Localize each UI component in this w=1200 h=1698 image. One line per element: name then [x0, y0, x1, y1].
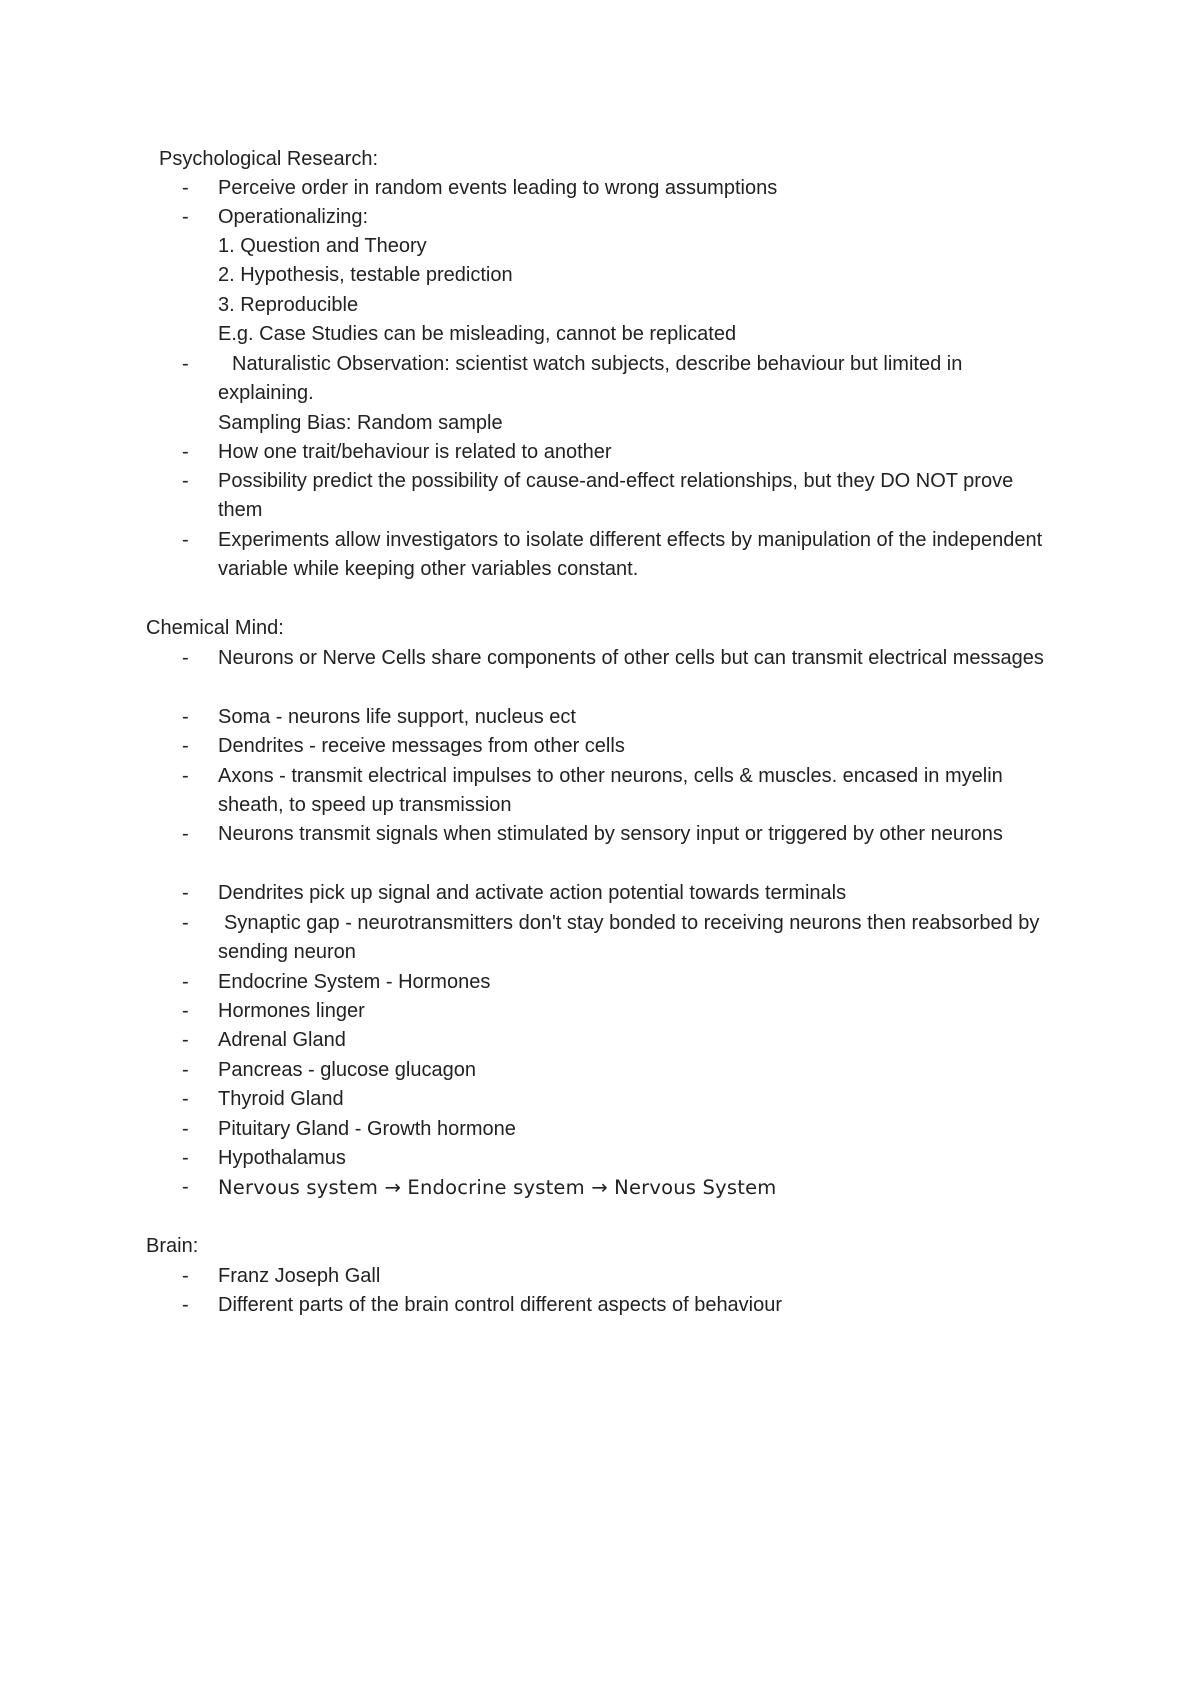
list-item-text: Thyroid Gland: [218, 1088, 344, 1110]
bullet-dash: -: [182, 353, 189, 375]
sub-step: 1. Question and Theory: [218, 235, 427, 257]
list-item-text: Neurons transmit signals when stimulated by sensory input or triggered by other neurons: [218, 823, 1003, 845]
list-item-text: Operationalizing:: [218, 206, 369, 228]
bullet-dash: -: [182, 1000, 189, 1022]
list-item-text: Possibility predict the possibility of cause-and-effect relationships, but they DO NOT prove them: [218, 470, 1014, 522]
bullet-dash: -: [182, 765, 189, 787]
bullet-dash: -: [182, 1059, 189, 1081]
list-item-text: Dendrites pick up signal and activate action potential towards terminals: [218, 882, 847, 904]
list-item-text: Franz Joseph Gall: [218, 1265, 381, 1287]
list-item-text: Pituitary Gland - Growth hormone: [218, 1118, 516, 1140]
bullet-dash: -: [182, 706, 189, 728]
bullet-dash: -: [182, 882, 189, 904]
list-item-text: Axons - transmit electrical impulses to other neurons, cells & muscles. encased in myelin sheath, to speed up transmission: [218, 765, 1003, 817]
list-item-text: Hormones linger: [218, 1000, 365, 1022]
sampling-note: Sampling Bias: Random sample: [218, 412, 503, 434]
list-item-text: Adrenal Gland: [218, 1029, 346, 1051]
bullet-dash: -: [182, 823, 189, 845]
bullet-dash: -: [182, 529, 189, 551]
list-item-text: Perceive order in random events leading to wrong assumptions: [218, 177, 778, 199]
list-item-text: Neurons or Nerve Cells share components of other cells but can transmit electrical messages: [218, 647, 1044, 669]
list-item-text: Naturalistic Observation: scientist watch subjects, describe behaviour but limited in explaining.: [218, 353, 963, 405]
bullet-dash: -: [182, 177, 189, 199]
bullet-dash: -: [182, 647, 189, 669]
bullet-dash: -: [182, 1294, 189, 1316]
sub-step-example: E.g. Case Studies can be misleading, cannot be replicated: [218, 323, 737, 345]
section-heading: Chemical Mind:: [146, 617, 284, 639]
bullet-dash: -: [182, 470, 189, 492]
bullet-dash: -: [182, 1029, 189, 1051]
list-item-text: Soma - neurons life support, nucleus ect: [218, 706, 576, 728]
list-item-text: Nervous system → Endocrine system → Nervous System: [218, 1176, 777, 1199]
list-item-text: Endocrine System - Hormones: [218, 971, 491, 993]
list-item-text: Experiments allow investigators to isolate different effects by manipulation of the independent variable while keeping other variables constant.: [218, 529, 1043, 581]
list-item-text: Hypothalamus: [218, 1147, 346, 1169]
bullet-dash: -: [182, 735, 189, 757]
list-item-text: Synaptic gap - neurotransmitters don't stay bonded to receiving neurons then reabsorbed by sending neuron: [218, 912, 1040, 964]
section-heading: Psychological Research:: [159, 148, 378, 170]
list-item-text: How one trait/behaviour is related to another: [218, 441, 612, 463]
bullet-dash: -: [182, 1176, 189, 1198]
sub-step: 3. Reproducible: [218, 294, 359, 316]
list-item-text: Different parts of the brain control different aspects of behaviour: [218, 1294, 783, 1316]
bullet-dash: -: [182, 1147, 189, 1169]
bullet-dash: -: [182, 971, 189, 993]
section-heading: Brain:: [146, 1235, 199, 1257]
bullet-dash: -: [182, 206, 189, 228]
bullet-dash: -: [182, 441, 189, 463]
list-item-text: Pancreas - glucose glucagon: [218, 1059, 476, 1081]
bullet-dash: -: [182, 912, 189, 934]
bullet-dash: -: [182, 1118, 189, 1140]
list-item-text: Dendrites - receive messages from other cells: [218, 735, 625, 757]
sub-step: 2. Hypothesis, testable prediction: [218, 264, 513, 286]
bullet-dash: -: [182, 1088, 189, 1110]
bullet-dash: -: [182, 1265, 189, 1287]
